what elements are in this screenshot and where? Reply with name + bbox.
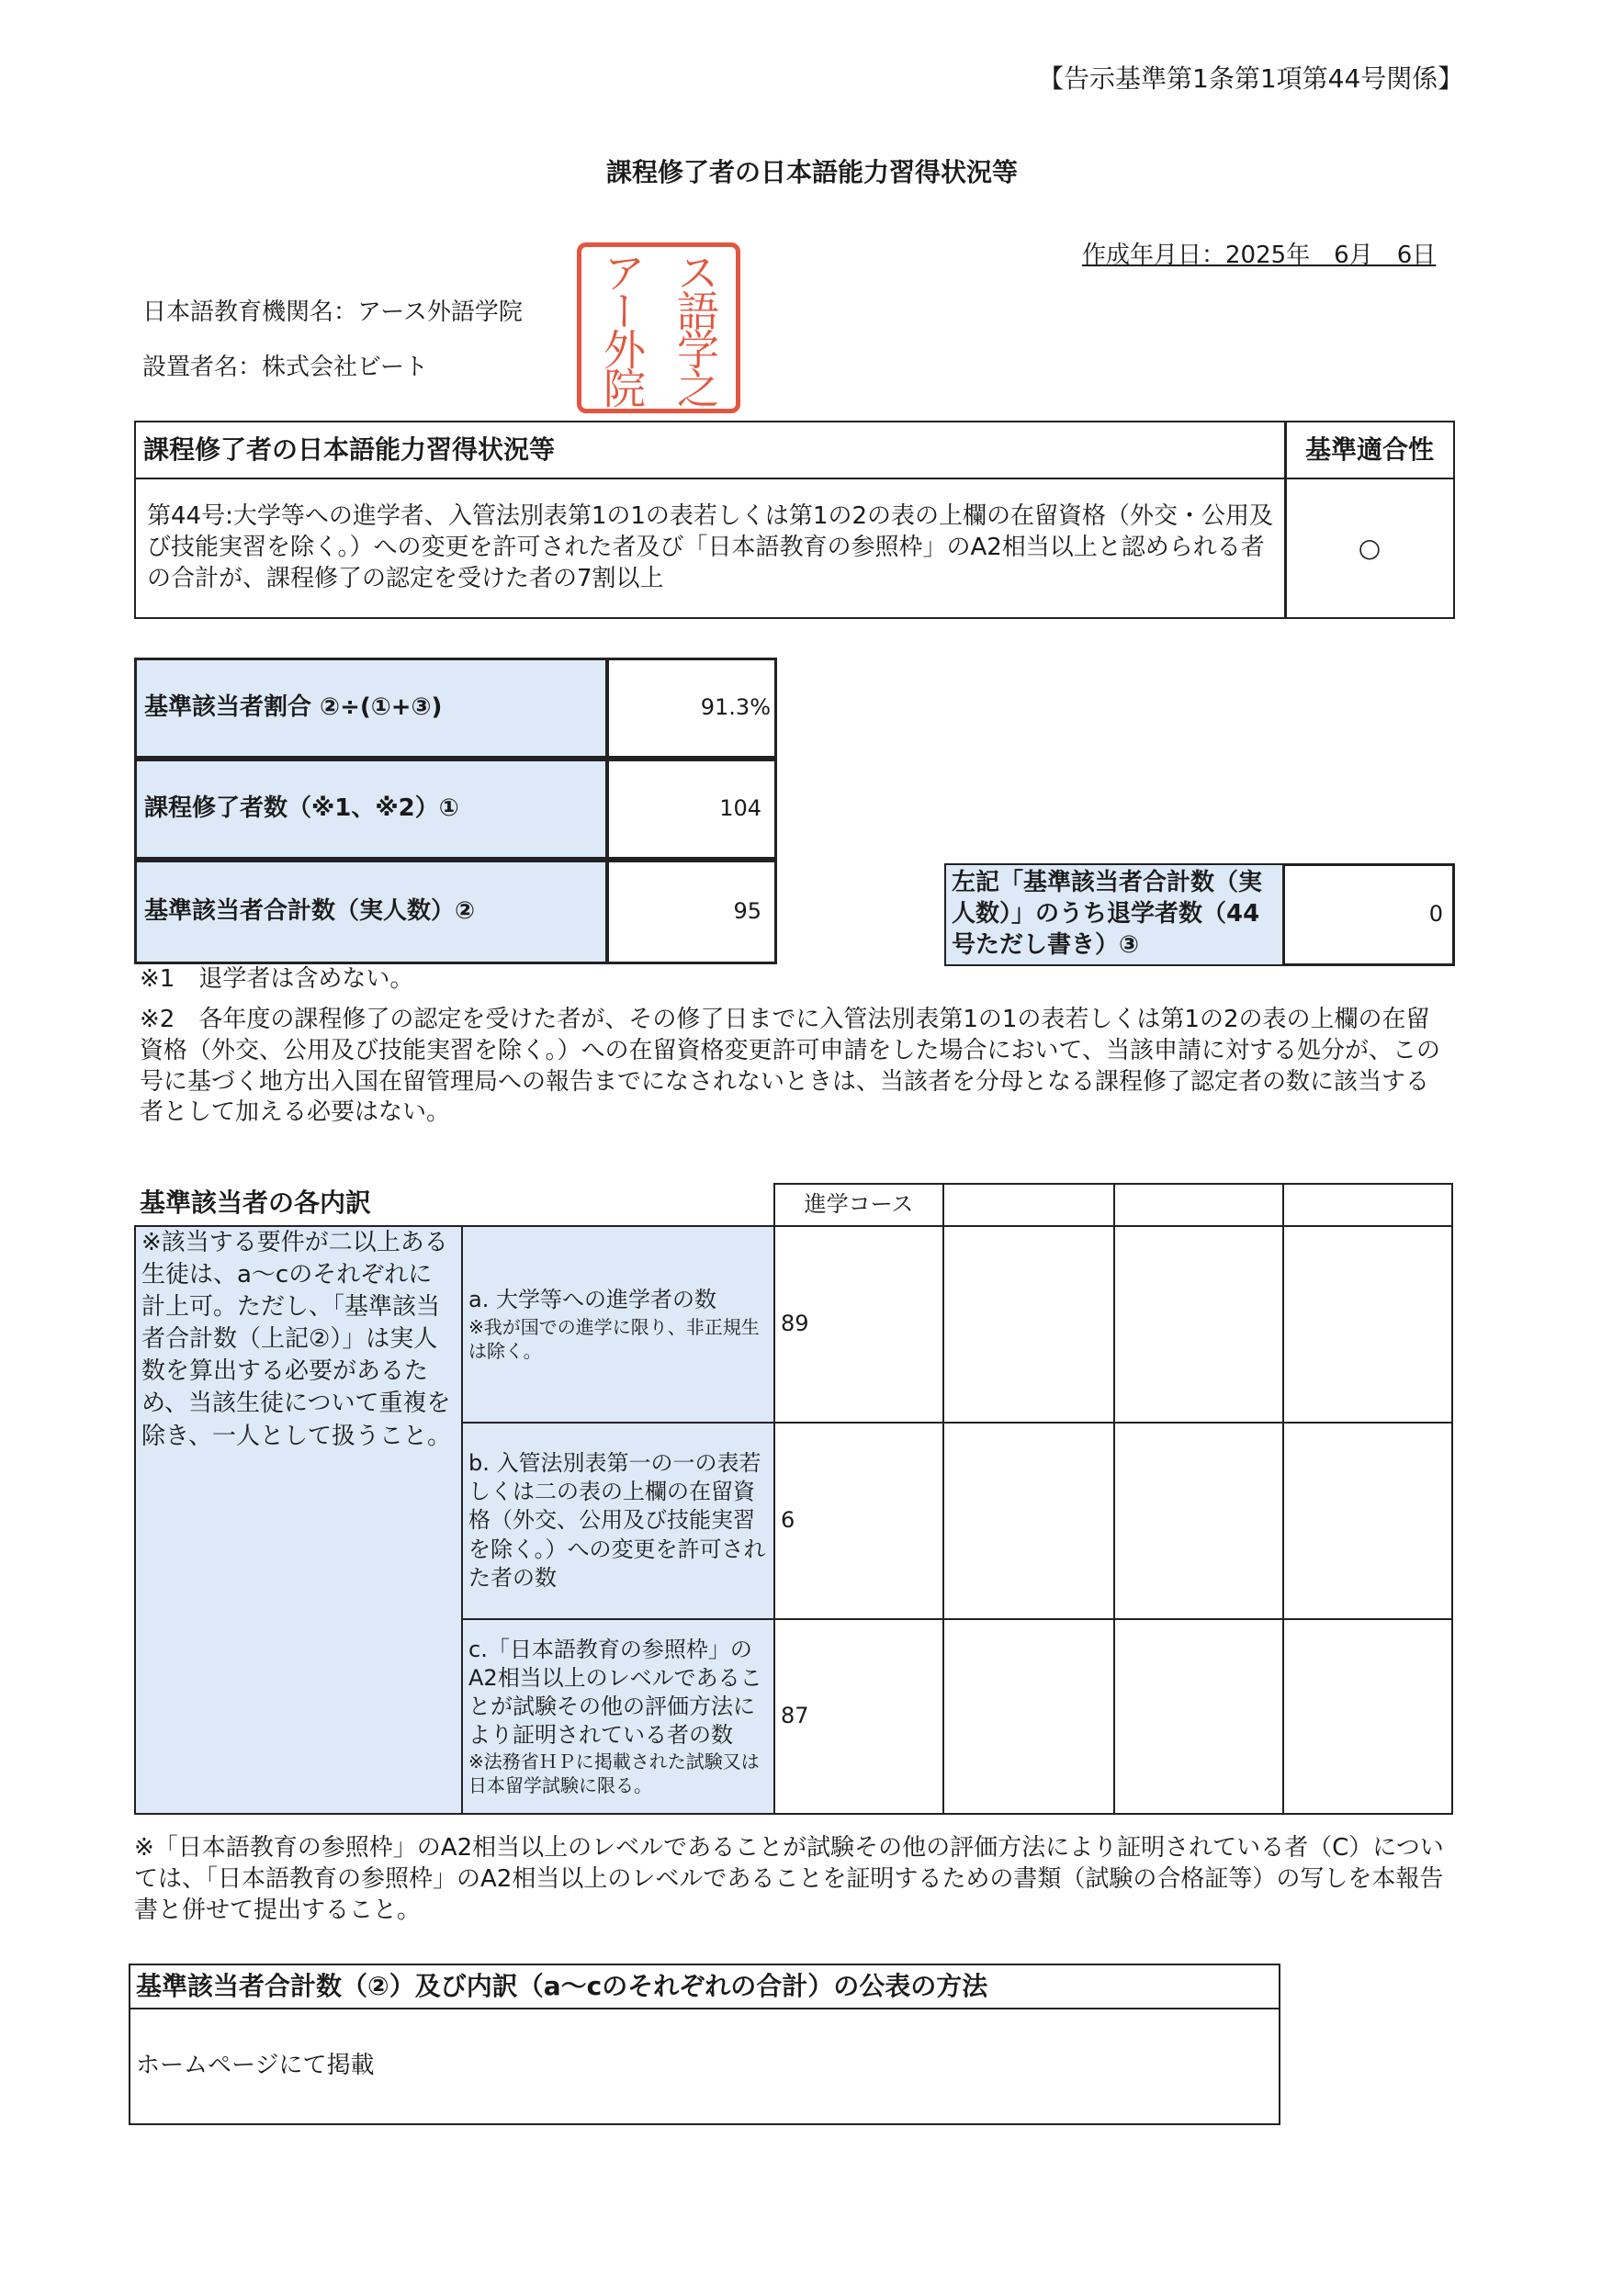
- row-a-label-cell: [461, 1225, 775, 1424]
- seal-glyph: アー: [597, 251, 647, 328]
- header-reference: 【告示基準第1条第1項第44号関係】: [1038, 63, 1464, 94]
- breakdown-title: 基準該当者の各内訳: [140, 1187, 372, 1218]
- founder-label: 設置者名：: [142, 354, 263, 381]
- criteria-result: ○: [1284, 478, 1455, 619]
- row-c-label: c.「日本語教育の参照枠」のA2相当以上のレベルであることが試験その他の評価方法により証明されている者の数: [468, 1636, 762, 1749]
- empty-cell: [942, 1618, 1115, 1815]
- row-a-sub: ※我が国での進学に限り、非正規生は除く。: [468, 1315, 760, 1362]
- institution-value: アース外語学院: [357, 298, 523, 326]
- empty-header-cell: [1113, 1183, 1284, 1227]
- publication-header: 基準該当者合計数（②）及び内訳（a～cのそれぞれの合計）の公表の方法: [129, 1964, 1280, 2009]
- completers-value: 104: [606, 759, 777, 860]
- empty-cell: [1113, 1422, 1284, 1620]
- seal-glyph: 外院: [597, 328, 647, 405]
- note-1: ※1 退学者は含めない。: [140, 965, 414, 993]
- course-header: 進学コース: [773, 1183, 944, 1227]
- qualified-value: 95: [606, 860, 777, 964]
- empty-cell: [1113, 1225, 1284, 1424]
- founder-name: [142, 353, 428, 384]
- seal-glyph: ス語: [671, 251, 720, 328]
- row-b-label: b. 入管法別表第一の一の表若しくは二の表の上欄の在留資格（外交、公用及び技能実習を除く。）への変更を許可された者の数: [461, 1422, 775, 1620]
- empty-cell: [1282, 1422, 1453, 1620]
- founder-value: 株式会社ビート: [262, 354, 428, 381]
- publication-value: ホームページにて掲載: [129, 2008, 1280, 2125]
- row-c-label-cell: [461, 1618, 775, 1815]
- row-b-value: 6: [773, 1422, 944, 1620]
- ratio-label: 基準該当者割合 ②÷(①+③): [134, 658, 608, 759]
- seal-stamp: [577, 242, 740, 413]
- empty-header-cell: [1282, 1183, 1453, 1227]
- date-value: 2025年 6月 6日: [1225, 242, 1437, 269]
- date-label: 作成年月日：: [1082, 242, 1226, 269]
- institution-name: [142, 298, 523, 329]
- qualified-label: 基準該当者合計数（実人数）②: [134, 860, 608, 964]
- empty-cell: [1282, 1618, 1453, 1815]
- criteria-header-right: 基準適合性: [1284, 421, 1455, 479]
- empty-cell: [1282, 1225, 1453, 1424]
- creation-date: [1082, 241, 1436, 272]
- empty-cell: [942, 1225, 1115, 1424]
- criteria-body: 第44号:大学等への進学者、入管法別表第1の1の表若しくは第1の2の表の上欄の在留資格（外交・公用及び技能実習を除く。）への変更を許可された者及び「日本語教育の参照枠」のA2相当以上と認められる者の合計が、課程修了の認定を受けた者の7割以上: [134, 478, 1287, 619]
- row-a-value: 89: [773, 1225, 944, 1424]
- seal-glyph: 学之: [671, 328, 720, 405]
- withdrawn-label: 左記「基準該当者合計数（実人数）」のうち退学者数（44号ただし書き）③: [944, 863, 1284, 966]
- row-c-value: 87: [773, 1618, 944, 1815]
- withdrawn-value: 0: [1282, 863, 1455, 966]
- page-title: 課程修了者の日本語能力習得状況等: [605, 157, 1018, 187]
- note-2: ※2 各年度の課程修了の認定を受けた者が、その修了日までに入管法別表第1の1の表若しくは第1の2の表の上欄の在留資格（外交、公用及び技能実習を除く。）への在留資格変更許可申請をした場合において、当該申請に対する処分が、この号に基づく地方出入国在留管理局への報告までになされないときは、当該者を分母となる課程修了認定者の数に該当する者として加える必要はない。: [140, 1006, 1440, 1127]
- institution-label: 日本語教育機関名：: [142, 298, 358, 326]
- empty-cell: [1113, 1618, 1284, 1815]
- ratio-value: 91.3%: [606, 658, 777, 759]
- criteria-header-left: 課程修了者の日本語能力習得状況等: [134, 421, 1287, 479]
- row-c-sub: ※法務省ＨＰに掲載された試験又は日本留学試験に限る。: [468, 1750, 760, 1797]
- completers-label: 課程修了者数（※1、※2）①: [134, 759, 608, 860]
- row-a-label: a. 大学等への進学者の数: [468, 1287, 716, 1313]
- bottom-note: ※「日本語教育の参照枠」のA2相当以上のレベルであることが試験その他の評価方法により証明されている者（C）については、「日本語教育の参照枠」のA2相当以上のレベルであることを証明するための書類（試験の合格証等）の写しを本報告書と併せて提出すること。: [134, 1834, 1444, 1924]
- empty-header-cell: [942, 1183, 1115, 1227]
- breakdown-side-note: ※該当する要件が二以上ある生徒は、a～cのそれぞれに計上可。ただし、「基準該当者合計数（上記②）」は実人数を算出する必要があるため、当該生徒について重複を除き、一人として扱うこと。: [134, 1225, 463, 1815]
- empty-cell: [942, 1422, 1115, 1620]
